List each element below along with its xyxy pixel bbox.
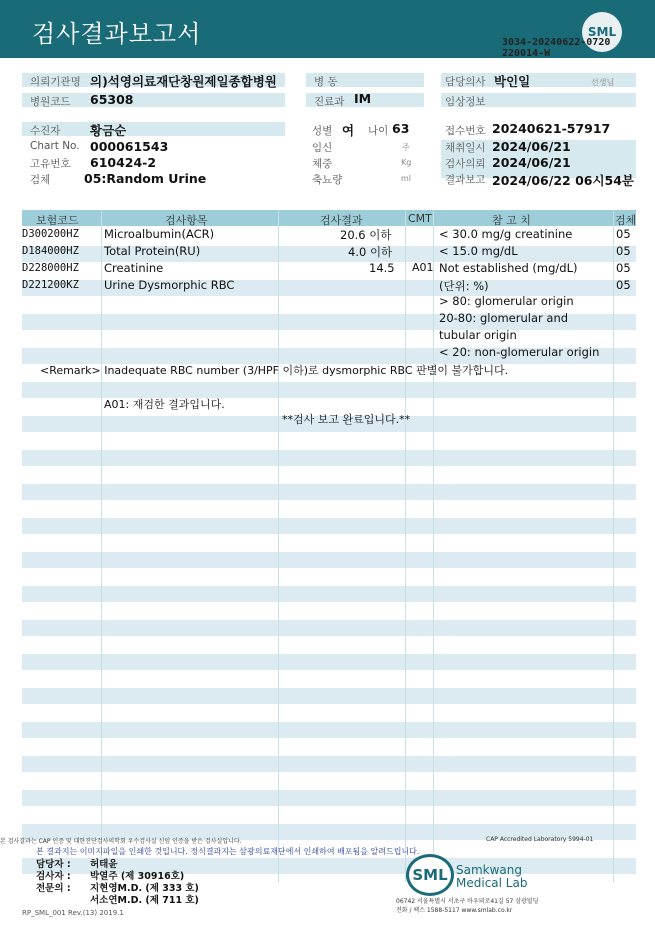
row-stripe [22, 450, 636, 466]
row-stripe [22, 790, 636, 806]
volume-label: 축뇨량 [312, 174, 343, 186]
collect-date: 2024/06/21 [492, 139, 571, 154]
row-code: D300200HZ [22, 228, 79, 240]
weight-unit: Kg [401, 158, 412, 167]
row-stripe [22, 654, 636, 670]
hospital-code: 65308 [90, 92, 134, 107]
col-header-code: 보험코드 [36, 214, 79, 227]
col-header-result: 검사결과 [320, 214, 363, 227]
id-number: 610424-2 [90, 155, 157, 170]
ref-extra: < 20: non-glomerular origin [439, 345, 600, 359]
id-label: 고유번호 [30, 158, 71, 170]
ref-extra: > 80: glomerular origin [439, 294, 574, 308]
request-date: 2024/06/21 [492, 155, 571, 170]
patient-name: 황금순 [90, 123, 127, 138]
col-header-ref: 참 고 치 [492, 214, 531, 227]
col-header-item: 검사항목 [165, 214, 208, 227]
row-stripe [22, 484, 636, 500]
address: 06742 서울특별시 서초구 바우뫼로41길 57 삼광빌딩 [396, 898, 539, 905]
sex-label: 성별 [312, 125, 333, 137]
volume-unit: ml [401, 174, 412, 183]
row-item: Microalbumin(ACR) [104, 227, 215, 241]
document-number [502, 37, 610, 59]
cap-number: CAP Accredited Laboratory 5994-01 [486, 836, 594, 843]
age-label: 나이 [368, 125, 389, 137]
row-stripe [22, 552, 636, 568]
col-divider [278, 210, 279, 882]
code-label: 병원코드 [30, 96, 71, 108]
row-spec: 05 [616, 227, 631, 241]
report-date: 2024/06/22 06시54분 [492, 173, 635, 188]
completion-note: **검사 보고 완료입니다.** [282, 413, 411, 426]
row-result: 20.6 이하 [340, 228, 392, 242]
row-stripe [22, 518, 636, 534]
request-label: 검사의뢰 [445, 158, 486, 170]
row-item: Total Protein(RU) [104, 244, 201, 258]
specimen-label: 검체 [30, 174, 51, 186]
row-stripe [22, 688, 636, 704]
doctor-name: 박인일 [494, 74, 531, 89]
receipt-label: 접수번호 [445, 125, 486, 137]
row-code: D184000HZ [22, 245, 79, 257]
col-divider [101, 210, 102, 882]
row-ref: (단위: %) [439, 279, 489, 293]
a01-note: A01: 재검한 결과입니다. [104, 398, 225, 411]
print-notice: 본 결과지는 이미지파일을 인쇄한 것입니다. 정식결과지는 삼광의료재단에서 인쇄하여 배포됨을 알려드립니다. [36, 847, 420, 856]
row-spec: 05 [616, 278, 631, 292]
row-ref: < 15.0 mg/dL [439, 244, 518, 258]
age-value: 63 [392, 121, 410, 136]
row-cmt: A01 [412, 261, 434, 274]
row-stripe [22, 756, 636, 772]
inspector-name: 박열주 (제 30916호) [90, 871, 185, 882]
sml-footer-logo: SML [406, 854, 454, 896]
row-ref: Not established (mg/dL) [439, 261, 578, 275]
document-number-line2: 220014-W [502, 48, 551, 59]
ref-extra: tubular origin [439, 328, 517, 342]
telephone: 전화 / 팩스 1588-5117 www.smlab.co.kr [396, 907, 513, 914]
dept-value: IM [354, 91, 372, 106]
manager-label: 담당자 : [36, 859, 71, 870]
row-spec: 05 [616, 261, 631, 275]
accreditation-note: 본 검사결과는 CAP 인증 및 대한진단검사의학회 우수검사실 신임 인증을 받은 검사실입니다. [0, 838, 242, 845]
row-spec: 05 [616, 244, 631, 258]
expert-1: 지현영M.D. (제 333 호) [90, 883, 199, 894]
expert-label: 전문의 : [36, 883, 71, 894]
dept-label: 진료과 [314, 96, 345, 108]
row-stripe [22, 620, 636, 636]
col-header-cmt: CMT [408, 212, 432, 225]
expert-2: 서소연M.D. (제 711 호) [90, 895, 199, 906]
remark-text: <Remark> Inadequate RBC number (3/HPF 이하)로 dysmorphic RBC 판별이 불가합니다. [40, 364, 509, 377]
row-stripe [22, 722, 636, 738]
brand-line1: Samkwang [456, 863, 522, 877]
sex-value: 여 [342, 123, 355, 138]
chart-label: Chart No. [30, 140, 80, 152]
row-ref: < 30.0 mg/g creatinine [439, 227, 573, 241]
manager-name: 허태윤 [90, 859, 118, 870]
row-stripe [22, 586, 636, 602]
row-result: 4.0 이하 [348, 245, 393, 259]
form-number: RP_SML_001 Rev.(13) 2019.1 [22, 909, 124, 917]
specimen-value: 05:Random Urine [84, 171, 207, 186]
row-result: 14.5 [369, 261, 395, 275]
row-code: D221200KZ [22, 279, 79, 291]
hospital-name: 의)석영의료재단창원제일종합병원 [90, 74, 277, 89]
ref-extra: 20-80: glomerular and [439, 311, 569, 325]
receipt-number: 20240621-57917 [492, 121, 611, 136]
ward-label: 병 동 [314, 76, 338, 88]
document-number-line1: 3034-20240622-0720 [502, 37, 611, 48]
hospital-label: 의뢰기관명 [30, 76, 81, 88]
patient-band [22, 122, 285, 136]
col-divider [613, 210, 614, 882]
report-date-label: 결과보고 [445, 174, 486, 186]
col-divider [405, 210, 406, 882]
brand-line2: Medical Lab [456, 876, 528, 890]
doctor-suffix: 선생님 [591, 78, 615, 87]
row-code: D228000HZ [22, 262, 79, 274]
collect-label: 채취일시 [445, 142, 486, 154]
clinical-label: 임상정보 [445, 96, 486, 108]
col-header-spec: 검체 [615, 214, 637, 227]
weight-label: 체중 [312, 158, 333, 170]
chart-number: 000061543 [90, 139, 169, 154]
doctor-label: 담당의사 [445, 76, 486, 88]
row-item: Urine Dysmorphic RBC [104, 278, 235, 292]
inspector-label: 검사자 : [36, 871, 71, 882]
col-divider [433, 210, 434, 882]
brand-name [456, 864, 527, 890]
row-item: Creatinine [104, 261, 164, 275]
patient-label: 수진자 [30, 125, 61, 137]
sml-logo: SML [582, 12, 622, 52]
preg-label: 임신 [312, 142, 333, 154]
preg-unit: 주 [402, 143, 410, 152]
report-title: 검사결과보고서 [32, 20, 202, 48]
